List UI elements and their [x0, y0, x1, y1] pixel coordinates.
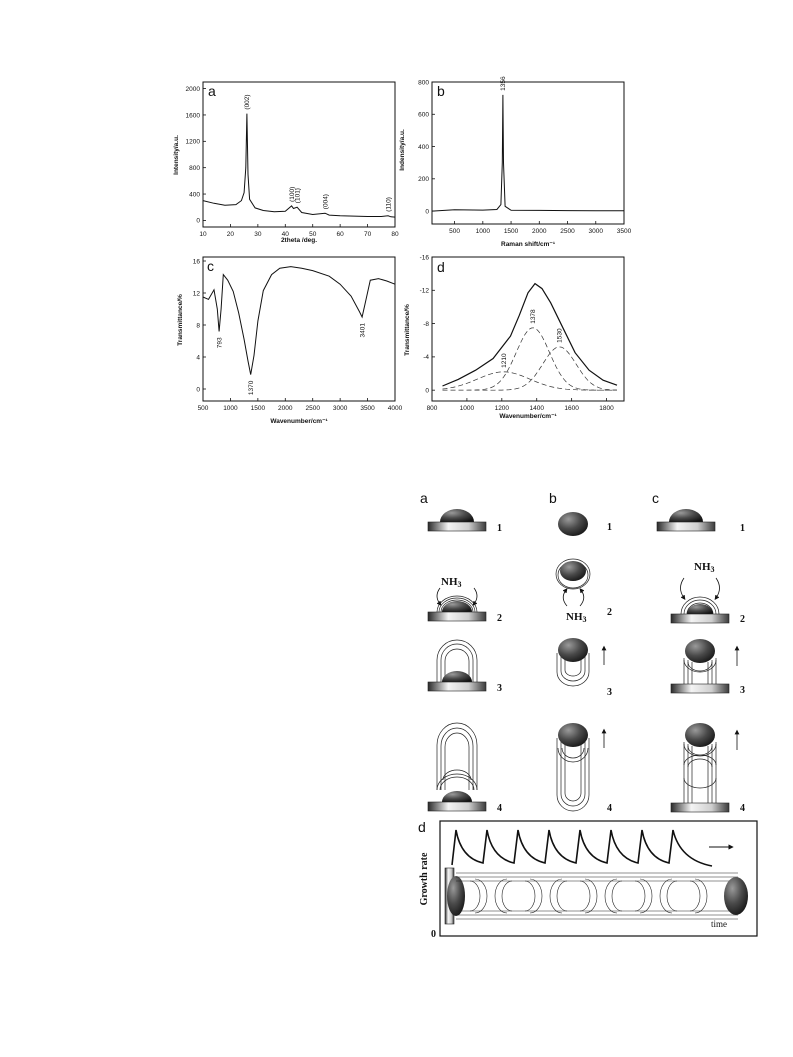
peak-label: (110): [385, 197, 393, 212]
panel-d-frame: [432, 257, 624, 401]
catalyst-particle: [442, 791, 472, 802]
column-b: [556, 512, 612, 814]
column-label-c: c: [652, 490, 659, 506]
y-tick-label: 16: [192, 258, 200, 266]
figure1: [0, 0, 793, 440]
x-tick-label: 30: [254, 231, 262, 238]
substrate: [671, 803, 729, 812]
graphene-layers: [437, 770, 477, 790]
y-tick-label: -8: [423, 320, 429, 328]
x-axis-label-d: Wavenumber/cm⁻¹: [499, 413, 557, 420]
y-tick-label: 600: [418, 111, 429, 119]
catalyst-particle-end: [724, 877, 748, 915]
column-a: [428, 509, 502, 814]
substrate: [428, 522, 486, 531]
y-tick-label: -4: [423, 354, 429, 362]
x-axis-label-c: Wavenumber/cm⁻¹: [270, 418, 328, 425]
y-tick-label: -12: [419, 287, 429, 295]
y-axis-label-d: Transmittance/%: [404, 304, 411, 356]
growth-panel-d: [418, 819, 757, 940]
y-tick-label: 800: [189, 164, 200, 172]
x-tick-label: 500: [449, 228, 461, 235]
x-tick-label: 4000: [387, 405, 403, 412]
y-tick-label: 0: [425, 208, 429, 216]
step-number: 2: [497, 613, 502, 624]
x-tick-label: 70: [363, 231, 372, 238]
step-number: 4: [497, 803, 502, 814]
substrate: [428, 682, 486, 691]
y-tick-label: 4: [196, 354, 200, 362]
x-tick-label: 2000: [278, 405, 293, 412]
x-tick-label: 10: [199, 231, 207, 238]
series-line-c: [203, 267, 395, 375]
substrate: [428, 802, 486, 811]
x-axis-label-a: 2theta /deg.: [280, 237, 318, 244]
x-tick-label: 2000: [532, 228, 547, 235]
graphene-layers: [558, 748, 588, 762]
x-tick-label: 2500: [305, 405, 320, 412]
catalyst-particle: [669, 509, 703, 522]
x-tick-label: 3000: [332, 405, 348, 412]
peak-label: 1378: [530, 309, 538, 324]
x-tick-label: 1000: [459, 405, 475, 412]
y-tick-label: 400: [418, 143, 429, 151]
y-axis-label-b: Indensity/a.u.: [399, 129, 406, 171]
nh3-label: NH3: [566, 611, 587, 624]
catalyst-particle: [560, 561, 586, 581]
y-tick-label: 800: [418, 79, 429, 87]
graphene-layers: [684, 742, 716, 803]
catalyst-particle: [558, 723, 588, 747]
gas-arrow: [681, 578, 685, 598]
step-number: 1: [607, 522, 612, 533]
gas-arrow: [474, 588, 477, 604]
x-tick-label: 1500: [503, 228, 519, 235]
x-tick-label: 3500: [360, 405, 375, 412]
peak-label: (002): [244, 94, 252, 110]
panel-a: [173, 82, 399, 244]
peak-label: (100): [288, 186, 296, 202]
panel-b-frame: [432, 82, 624, 224]
step-number: 3: [497, 683, 502, 694]
nh3-label: NH3: [694, 561, 715, 574]
nh3-label: NH3: [441, 576, 462, 589]
catalyst-particle-start: [447, 876, 465, 916]
column-c: [657, 509, 745, 814]
x-tick-label: 1000: [223, 405, 238, 412]
peak-label: 1210: [500, 353, 508, 368]
column-label-b: b: [549, 490, 557, 506]
panel-b-label: b: [437, 83, 445, 99]
x-tick-label: 800: [426, 405, 438, 412]
catalyst-particle: [685, 723, 715, 747]
panel-d-label: d: [418, 819, 426, 835]
peak-label: (004): [322, 194, 330, 210]
component-curve: [443, 328, 618, 390]
gas-arrow: [437, 588, 440, 604]
graphene-layers: [684, 744, 716, 788]
y-tick-label: 400: [189, 191, 200, 199]
x-tick-label: 3500: [616, 228, 632, 235]
step-number: 3: [740, 685, 745, 696]
y-tick-label: 1200: [185, 138, 200, 146]
catalyst-particle: [442, 671, 472, 682]
panel-c: [177, 257, 403, 425]
x-tick-label: 20: [226, 231, 235, 238]
x-tick-label: 2500: [560, 228, 575, 235]
panel-b: [399, 76, 632, 248]
growth-rate-curve: [452, 830, 712, 866]
x-tick-label: 1000: [475, 228, 491, 235]
x-axis-label-b: Raman shift/cm⁻¹: [501, 241, 555, 248]
growth-rate-axis-label: Growth rate: [419, 852, 430, 906]
catalyst-particle: [558, 512, 588, 536]
step-number: 4: [740, 803, 745, 814]
y-tick-label: 12: [192, 290, 200, 298]
x-tick-label: 40: [281, 231, 289, 238]
step-number: 3: [607, 687, 612, 698]
panel-c-label: c: [207, 258, 214, 274]
y-tick-label: 200: [418, 176, 429, 184]
panel-d: [404, 254, 624, 420]
x-tick-label: 60: [336, 231, 344, 238]
panel-a-label: a: [208, 83, 216, 99]
panel-d-label: d: [437, 259, 445, 275]
substrate: [671, 684, 729, 693]
gas-arrow: [563, 590, 567, 606]
x-tick-label: 1400: [529, 405, 544, 412]
y-tick-label: 1600: [185, 112, 200, 120]
substrate: [657, 522, 715, 531]
time-axis-label: time: [711, 919, 727, 929]
series-line-d: [443, 284, 618, 386]
series-line-b: [432, 95, 624, 211]
peak-label: (101): [294, 188, 302, 204]
substrate: [428, 612, 486, 621]
y-tick-label: 0: [425, 387, 429, 395]
component-curve: [443, 347, 618, 390]
catalyst-particle: [685, 639, 715, 663]
x-tick-label: 1600: [564, 405, 579, 412]
y-tick-label: 2000: [185, 85, 200, 93]
catalyst-particle: [440, 509, 474, 522]
x-tick-label: 1500: [250, 405, 266, 412]
y-axis-label-c: Transmittance/%: [177, 294, 184, 346]
peak-label: 1370: [248, 380, 255, 396]
origin-label: 0: [431, 929, 436, 940]
x-tick-label: 3000: [588, 228, 603, 235]
peak-label: 793: [216, 337, 224, 349]
step-number: 2: [607, 607, 612, 618]
step-number: 2: [740, 614, 745, 625]
x-tick-label: 80: [391, 231, 399, 238]
x-tick-label: 1800: [599, 405, 614, 412]
y-tick-label: 0: [196, 386, 200, 394]
y-axis-label-a: Intensity/a.u.: [173, 135, 180, 175]
figure2: [0, 440, 793, 960]
substrate: [671, 614, 729, 623]
x-tick-label: 50: [309, 231, 317, 238]
y-tick-label: 8: [196, 322, 200, 330]
peak-label: 1530: [556, 328, 564, 343]
gas-arrow: [716, 578, 720, 598]
y-tick-label: 0: [196, 217, 200, 225]
x-tick-label: 1200: [494, 405, 510, 412]
y-tick-label: -16: [419, 254, 429, 262]
catalyst-particle: [687, 604, 713, 614]
gas-arrow: [580, 590, 584, 606]
catalyst-particle: [558, 638, 588, 662]
step-number: 1: [740, 523, 745, 534]
step-number: 4: [607, 803, 612, 814]
peak-label: 3401: [359, 323, 367, 338]
bamboo-compartments: [470, 879, 707, 913]
column-label-a: a: [420, 490, 428, 506]
peak-label: 1356: [500, 76, 508, 91]
step-number: 1: [497, 523, 502, 534]
x-tick-label: 500: [197, 405, 209, 412]
